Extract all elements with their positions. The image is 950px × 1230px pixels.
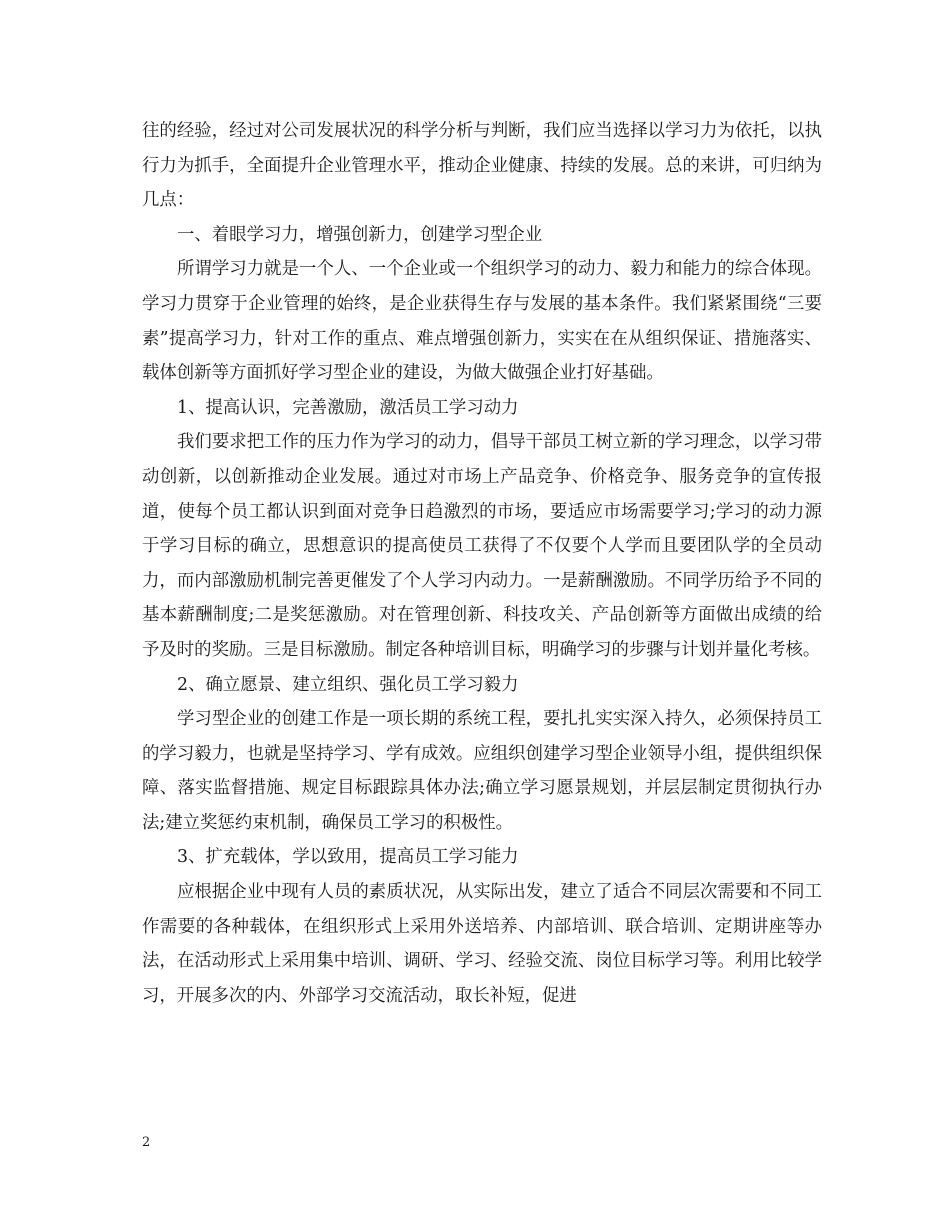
paragraph-continuation: 往的经验，经过对公司发展状况的科学分析与判断，我们应当选择以学习力为依托，以执行力为抓手，全面提升企业管理水平，推动企业健康、持续的发展。总的来讲，可归纳为几点：	[142, 121, 822, 211]
paragraph-motivation: 我们要求把工作的压力作为学习的动力，倡导干部员工树立新的学习理念，以学习带动创新，以创新推动企业发展。通过对市场上产品竞争、价格竞争、服务竞争的宣传报道，使每个员工都认识到面对竞争日趋激烈的市场，要适应市场需要学习;学习的动力源于学习目标的确立，思想意识的提高使员工获得了不仅要个人学而且要团队学的全员动力，而内部激励机制完善更催发了个人学习内动力。一是薪酬激励。不同学历给予不同的基本薪酬制度;二是奖惩激励。对在管理创新、科技攻关、产品创新等方面做出成绩的给予及时的奖励。三是目标激励。制定各种培训目标，明确学习的步骤与计划并量化考核。	[142, 432, 822, 660]
subsection-heading-3: 3、扩充载体，学以致用，提高员工学习能力	[177, 847, 519, 868]
paragraph-learning-power: 所谓学习力就是一个人、一个企业或一个组织学习的动力、毅力和能力的综合体现。学习力贯穿于企业管理的始终，是企业获得生存与发展的基本条件。我们紧紧围绕“三要素”提高学习力，针对工作的重点、难点增强创新力，实实在在从组织保证、措施落实、载体创新等方面抓好学习型企业的建设，为做大做强企业打好基础。	[142, 259, 822, 384]
paragraph-carriers: 应根据企业中现有人员的素质状况，从实际出发，建立了适合不同层次需要和不同工作需要的各种载体，在组织形式上采用外送培养、内部培训、联合培训、定期讲座等办法，在活动形式上采用集中培训、调研、学习、经验交流、岗位目标学习等。利用比较学习，开展多次的内、外部学习交流活动，取长补短，促进	[142, 882, 822, 1006]
document-body	[142, 114, 822, 1013]
paragraph-perseverance: 学习型企业的创建工作是一项长期的系统工程，要扎扎实实深入持久，必须保持员工的学习毅力，也就是坚持学习、学有成效。应组织创建学习型企业领导小组，提供组织保障、落实监督措施、规定目标跟踪具体办法;确立学习愿景规划，并层层制定贯彻执行办法;建立奖惩约束机制，确保员工学习的积极性。	[142, 709, 822, 833]
page-number: 2	[142, 1135, 151, 1150]
section-heading-1: 一、着眼学习力，增强创新力，创建学习型企业	[177, 224, 543, 245]
subsection-heading-1: 1、提高认识，完善激励，激活员工学习动力	[177, 397, 519, 418]
subsection-heading-2: 2、确立愿景、建立组织、强化员工学习毅力	[177, 674, 519, 695]
